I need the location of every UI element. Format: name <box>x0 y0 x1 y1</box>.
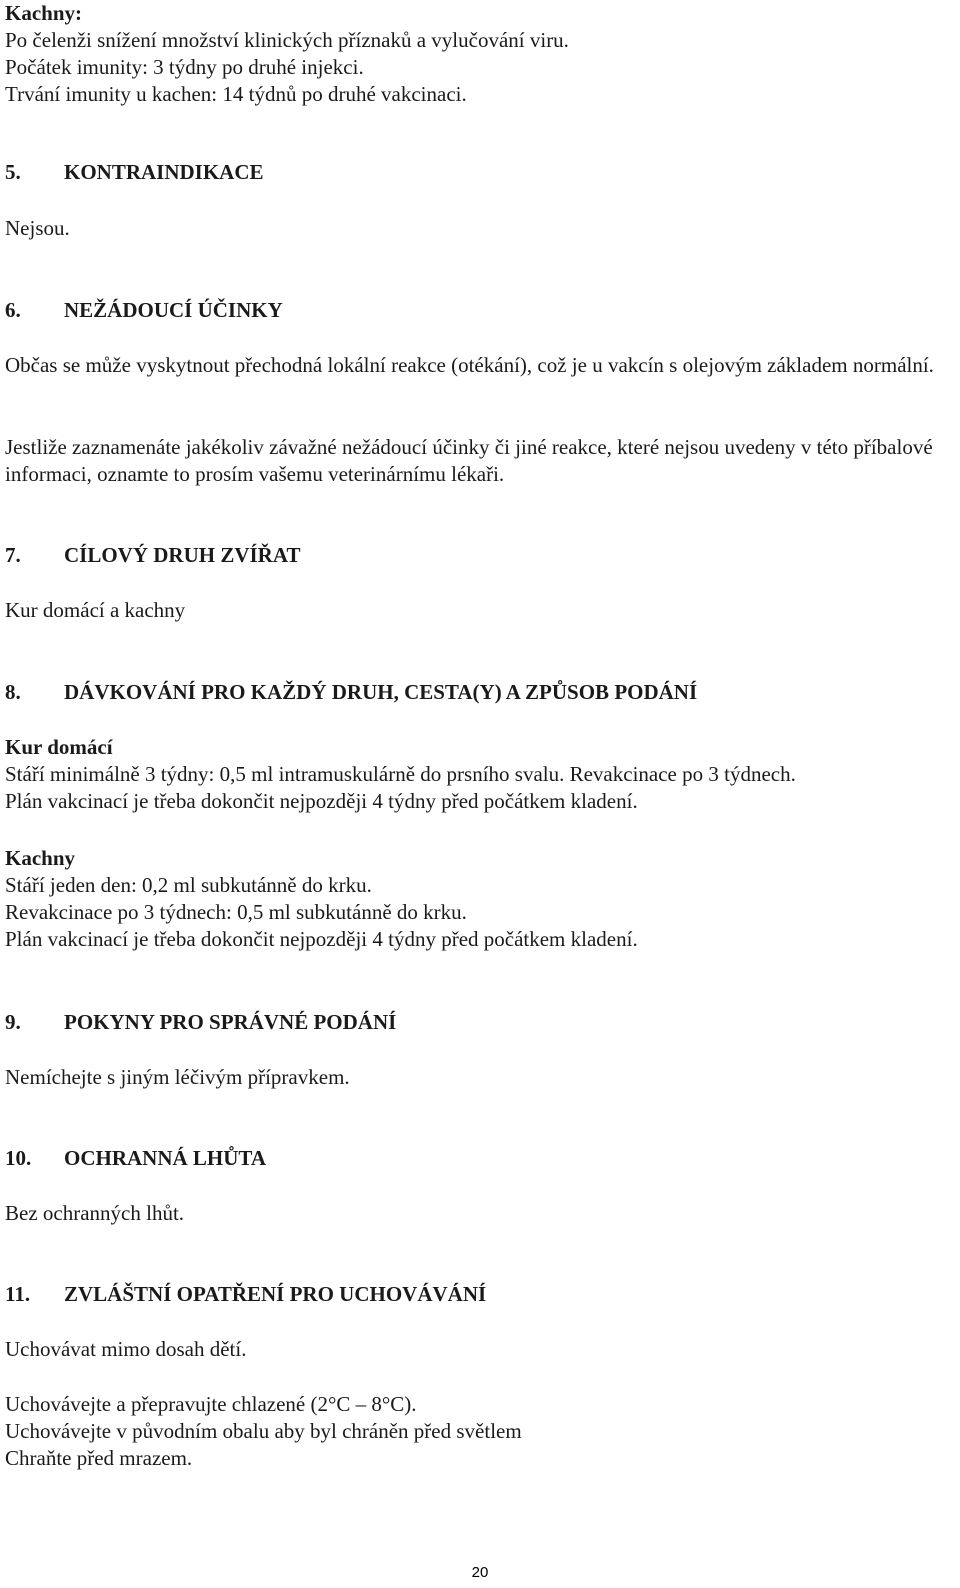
section-number: 9. <box>5 1010 21 1034</box>
section-title: KONTRAINDIKACE <box>64 160 264 184</box>
section-10-heading <box>5 1145 266 1172</box>
chicken-line: Plán vakcinací je třeba dokončit nejpozději 4 týdny před počátkem kladení. <box>5 789 638 813</box>
page-number: 20 <box>471 1564 489 1581</box>
section-6-heading <box>5 297 283 324</box>
section-6-paragraph-1: Občas se může vyskytnout přechodná lokální reakce (otékání), což je u vakcín s olejovým základem normální. <box>5 353 934 377</box>
section-number: 11. <box>5 1282 31 1306</box>
storage-line: Chraňte před mrazem. <box>5 1446 193 1470</box>
section-number: 7. <box>5 543 21 567</box>
ducks-line: Trvání imunity u kachen: 14 týdnů po druhé vakcinaci. <box>5 82 467 106</box>
section-8-chicken-block <box>5 734 953 815</box>
duck-title: Kachny <box>5 846 76 870</box>
section-title: NEŽÁDOUCÍ ÚČINKY <box>64 298 283 322</box>
section-11-heading <box>5 1281 486 1308</box>
section-title: OCHRANNÁ LHŮTA <box>64 1146 267 1170</box>
section-title: ZVLÁŠTNÍ OPATŘENÍ PRO UCHOVÁVÁNÍ <box>64 1282 487 1306</box>
section-title: POKYNY PRO SPRÁVNÉ PODÁNÍ <box>64 1010 397 1034</box>
section-9-text: Nemíchejte s jiným léčivým přípravkem. <box>5 1065 350 1089</box>
section-number: 8. <box>5 680 21 704</box>
chicken-line: Stáří minimálně 3 týdny: 0,5 ml intramuskulárně do prsního svalu. Revakcinace po 3 týdnech. <box>5 762 796 786</box>
ducks-efficacy-block <box>5 0 953 108</box>
section-6-paragraph-2: Jestliže zaznamenáte jakékoliv závažné nežádoucí účinky či jiné reakce, které nejsou uvedeny v této příbalové informaci, oznamte to prosím vašemu veterinárnímu lékaři. <box>5 435 933 486</box>
section-5-text: Nejsou. <box>5 216 70 240</box>
section-title: CÍLOVÝ DRUH ZVÍŘAT <box>64 543 301 567</box>
section-title: DÁVKOVÁNÍ PRO KAŽDÝ DRUH, CESTA(Y) A ZPŮSOB PODÁNÍ <box>64 680 698 704</box>
section-number: 6. <box>5 298 21 322</box>
section-9-heading <box>5 1009 396 1036</box>
section-11-storage-block <box>5 1391 953 1472</box>
section-11-text: Uchovávat mimo dosah dětí. <box>5 1337 247 1361</box>
section-number: 10. <box>5 1146 32 1170</box>
section-5-heading <box>5 159 264 186</box>
section-8-heading <box>5 679 697 706</box>
chicken-title: Kur domácí <box>5 735 113 759</box>
duck-line: Plán vakcinací je třeba dokončit nejpozději 4 týdny před počátkem kladení. <box>5 927 638 951</box>
section-7-text: Kur domácí a kachny <box>5 598 186 622</box>
section-number: 5. <box>5 160 21 184</box>
section-7-heading <box>5 542 300 569</box>
storage-line: Uchovávejte v původním obalu aby byl chráněn před světlem <box>5 1419 522 1443</box>
ducks-title: Kachny: <box>5 1 83 25</box>
storage-line: Uchovávejte a přepravujte chlazené (2°C – 8°C). <box>5 1392 417 1416</box>
section-10-text: Bez ochranných lhůt. <box>5 1201 185 1225</box>
duck-line: Revakcinace po 3 týdnech: 0,5 ml subkutánně do krku. <box>5 900 467 924</box>
ducks-line: Po čelenži snížení množství klinických příznaků a vylučování viru. <box>5 28 569 52</box>
section-8-duck-block <box>5 845 953 953</box>
duck-line: Stáří jeden den: 0,2 ml subkutánně do krku. <box>5 873 372 897</box>
ducks-line: Počátek imunity: 3 týdny po druhé injekci. <box>5 55 364 79</box>
